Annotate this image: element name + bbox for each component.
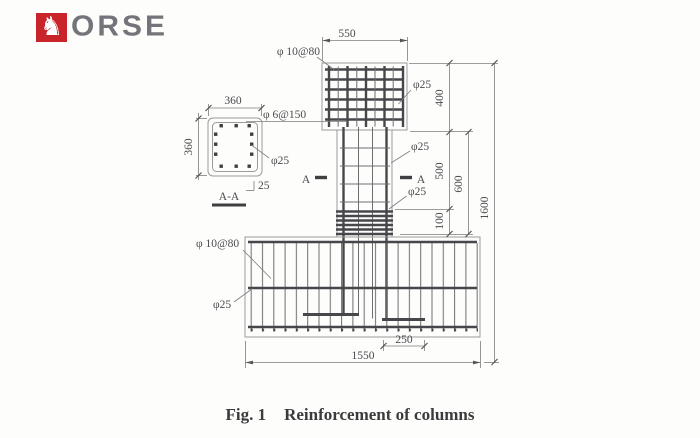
- cut-label-right: A: [416, 174, 426, 186]
- section-bar-label: φ25: [271, 155, 290, 167]
- section-title: A-A: [218, 191, 240, 203]
- head-bar-label: φ25: [413, 79, 432, 91]
- dim-1600: 1600: [479, 196, 491, 220]
- figure-caption: [0, 405, 700, 425]
- footing-stirrup-label: φ 10@80: [196, 238, 240, 250]
- cut-label-left: A: [301, 174, 311, 186]
- figure-title: Reinforcement of columns: [284, 405, 475, 424]
- logo-wordmark: ORSE: [71, 10, 169, 43]
- footing: [245, 237, 480, 337]
- column-head: [322, 63, 407, 130]
- column-bar-label-lower: φ25: [408, 186, 427, 198]
- section-cover-dim: 25: [258, 180, 270, 192]
- footing-width-dim: 1550: [351, 350, 375, 362]
- top-dimensions: [277, 28, 431, 104]
- dim-500: 500: [434, 162, 446, 180]
- footing-bar-label: φ25: [213, 299, 232, 311]
- head-stirrup-label: φ 10@80: [276, 46, 320, 58]
- figure-number: Fig. 1: [225, 405, 267, 424]
- dim-400: 400: [434, 89, 446, 107]
- horse-head-icon: ♞: [39, 12, 64, 42]
- column-bar-label-upper: φ25: [411, 141, 430, 153]
- hook-dim: 250: [395, 334, 413, 346]
- section-stirrup-label: φ 6@150: [263, 109, 307, 121]
- head-width-dim: 550: [338, 28, 356, 40]
- dim-100: 100: [434, 212, 446, 230]
- section-width-dim: 360: [224, 95, 242, 107]
- dim-600: 600: [453, 175, 465, 193]
- section-height-dim: 360: [183, 138, 195, 156]
